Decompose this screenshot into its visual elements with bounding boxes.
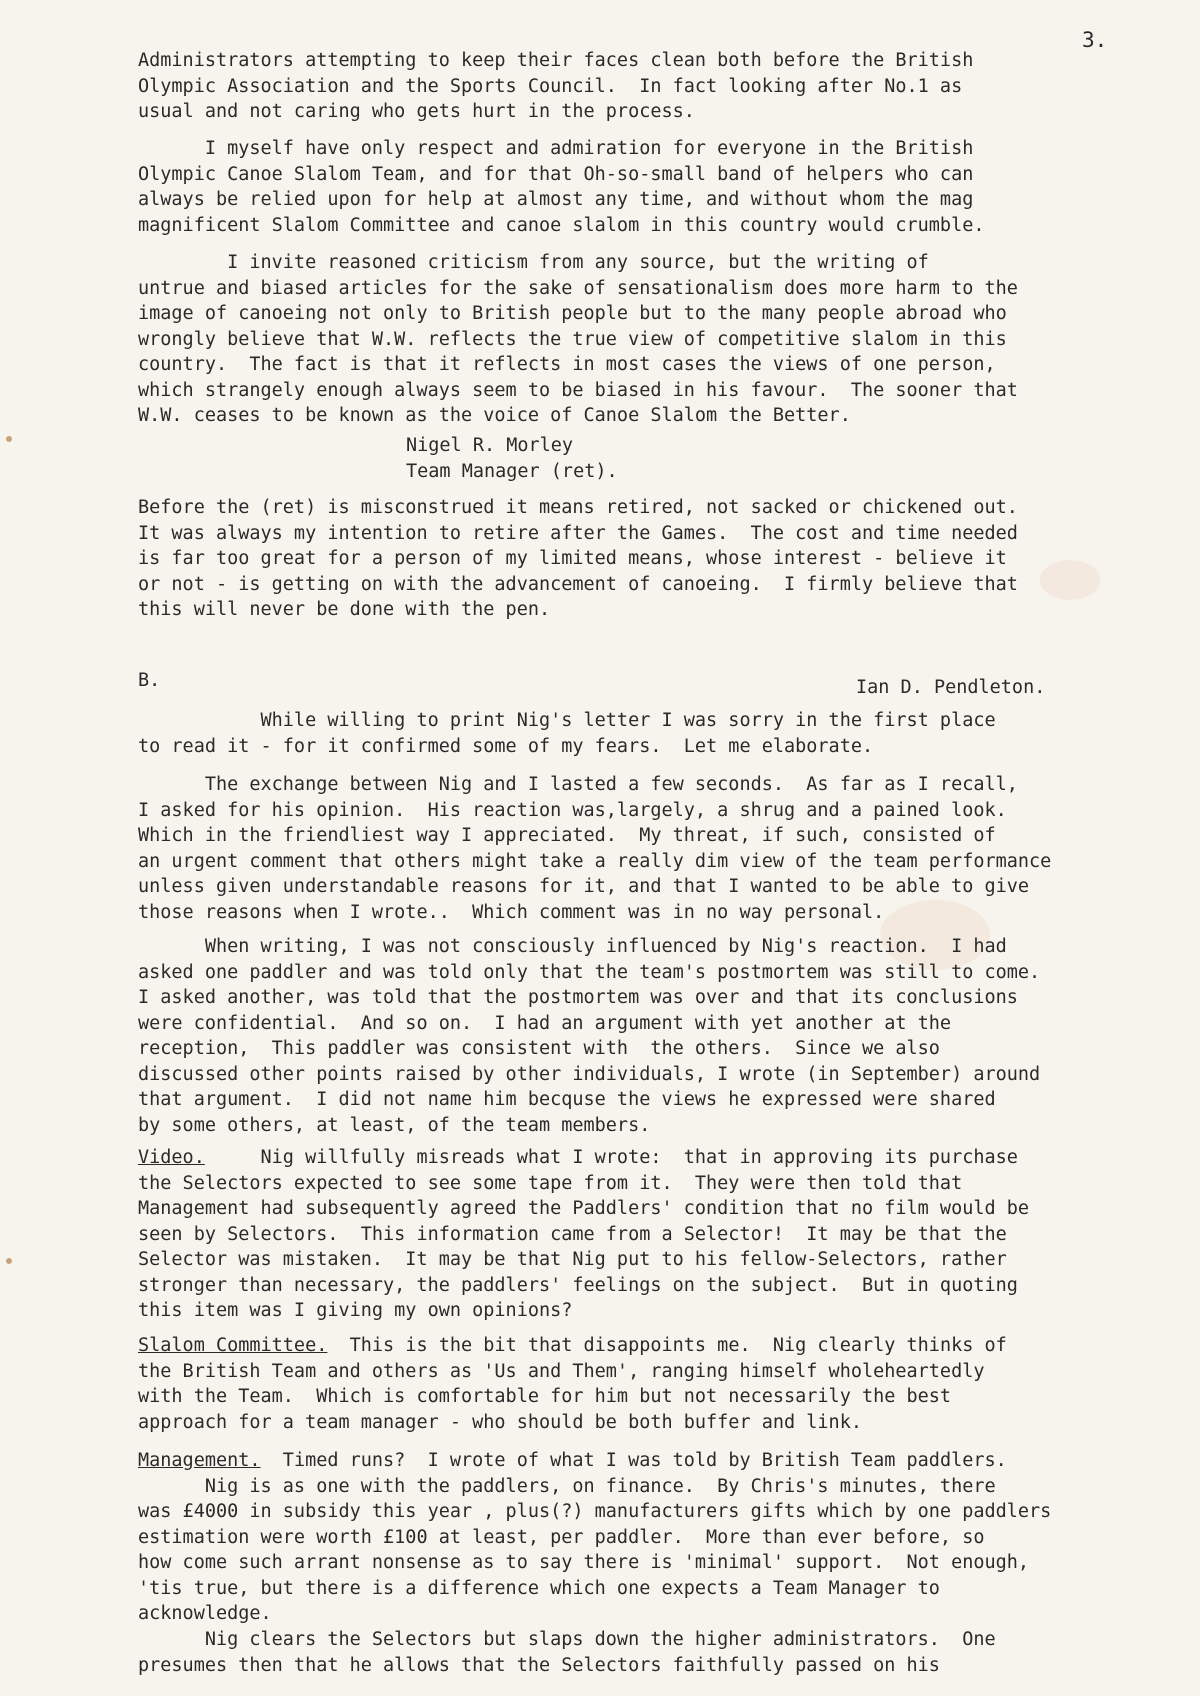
paragraph-7: When writing, I was not consciously influenced by Nig's reaction. I had asked one paddler and was told only that the team's postmortem was still to come. I asked another, was told that the postmortem was over and that its conclusions were confidential. And so on. I had an argument with yet another at the reception, This paddler was consistent with the others. Since we also discussed other points raised by other individuals, I wrote (in September) around that argument. I did not name him becquse the views he expressed were shared by some others, at least, of the team members.	[138, 936, 1041, 1136]
section-label: B.	[138, 670, 161, 691]
management-paragraph: Management. Timed runs? I wrote of what I was told by British Team paddlers. Nig is as one with the paddlers, on finance. By Chris's minutes, there was £4000 in subsidy this year , plus(?) manufacturers gifts which by one paddlers estimation were worth £100 at least, per paddler. More than ever before, so how come such arrant nonsense as to say there is 'minimal' support. Not enough, 'tis true, but there is a difference which one expects a Team Manager to acknowledge.	[138, 1450, 1052, 1624]
paragraph-4: Before the (ret) is misconstrued it means retired, not sacked or chickened out. It was always my intention to retire after the Games. The cost and time needed is far too great for a person of my limited means, whose interest - believe it or not - is getting on with the advancement of canoeing. I firmly believe that this will never be done with the pen.	[138, 497, 1018, 620]
paper-speck	[6, 1258, 12, 1264]
page-number: 3.	[1082, 28, 1108, 52]
paragraph-6: The exchange between Nig and I lasted a few seconds. As far as I recall, I asked for his opinion. His reaction was,largely, a shrug and a pained look. Which in the friendliest way I appreciated. My threat, if such, consisted of an urgent comment that others might take a really dim view of the team performance unless given understandable reasons for it, and that I wanted to be able to give those reasons when I wrote.. Which comment was in no way personal.	[138, 774, 1052, 923]
section-author: Ian D. Pendleton.	[856, 677, 1046, 698]
slalom-heading: Slalom Committee.	[138, 1335, 328, 1356]
video-heading: Video.	[138, 1147, 205, 1168]
paragraph-5: While willing to print Nig's letter I was sorry in the first place to read it - for it confirmed some of my fears. Let me elaborate.	[138, 710, 996, 757]
final-paragraph: Nig clears the Selectors but slaps down the higher administrators. One presumes then that he allows that the Selectors faithfully passed on his	[138, 1629, 996, 1676]
slalom-paragraph: Slalom Committee. This is the bit that disappoints me. Nig clearly thinks of the British Team and others as 'Us and Them', ranging himself wholeheartedly with the Team. Which is comfortable for him but not necessarily the best approach for a team manager - who should be both buffer and link.	[138, 1335, 1007, 1433]
paper-speck	[6, 436, 12, 442]
signature-title: Team Manager (ret).	[406, 460, 618, 482]
signature-block	[406, 433, 1106, 484]
video-paragraph: Video. Nig willfully misreads what I wrote: that in approving its purchase the Selectors expected to see some tape from it. They were then told that Management had subsequently agreed the Paddlers' condition that no film would be seen by Selectors. This information came from a Selector! It may be that the Selector was mistaken. It may be that Nig put to his fellow-Selectors, rather stronger than necessary, the paddlers' feelings on the subject. But in quoting this item was I giving my own opinions?	[138, 1147, 1030, 1321]
signature-name: Nigel R. Morley	[406, 435, 574, 456]
paragraph-2: I myself have only respect and admiration for everyone in the British Olympic Canoe Slalom Team, and for that Oh-so-small band of helpers who can always be relied upon for help at almost any time, and without whom the mag magnificent Slalom Committee and canoe slalom in this country would crumble.	[138, 138, 985, 236]
paragraph-3: I invite reasoned criticism from any source, but the writing of untrue and biased articles for the sake of sensationalism does more harm to the image of canoeing not only to British people but to the many people abroad who wrongly believe that W.W. reflects the true view of competitive slalom in this country. The fact is that it reflects in most cases the views of one person, which strangely enough always seem to be biased in his favour. The sooner that W.W. ceases to be known as the voice of Canoe Slalom the Better.	[138, 252, 1018, 426]
management-heading: Management.	[138, 1450, 261, 1471]
paragraph-1: Administrators attempting to keep their faces clean both before the British Olympic Association and the Sports Council. In fact looking after No.1 as usual and not caring who gets hurt in the process.	[138, 50, 974, 122]
